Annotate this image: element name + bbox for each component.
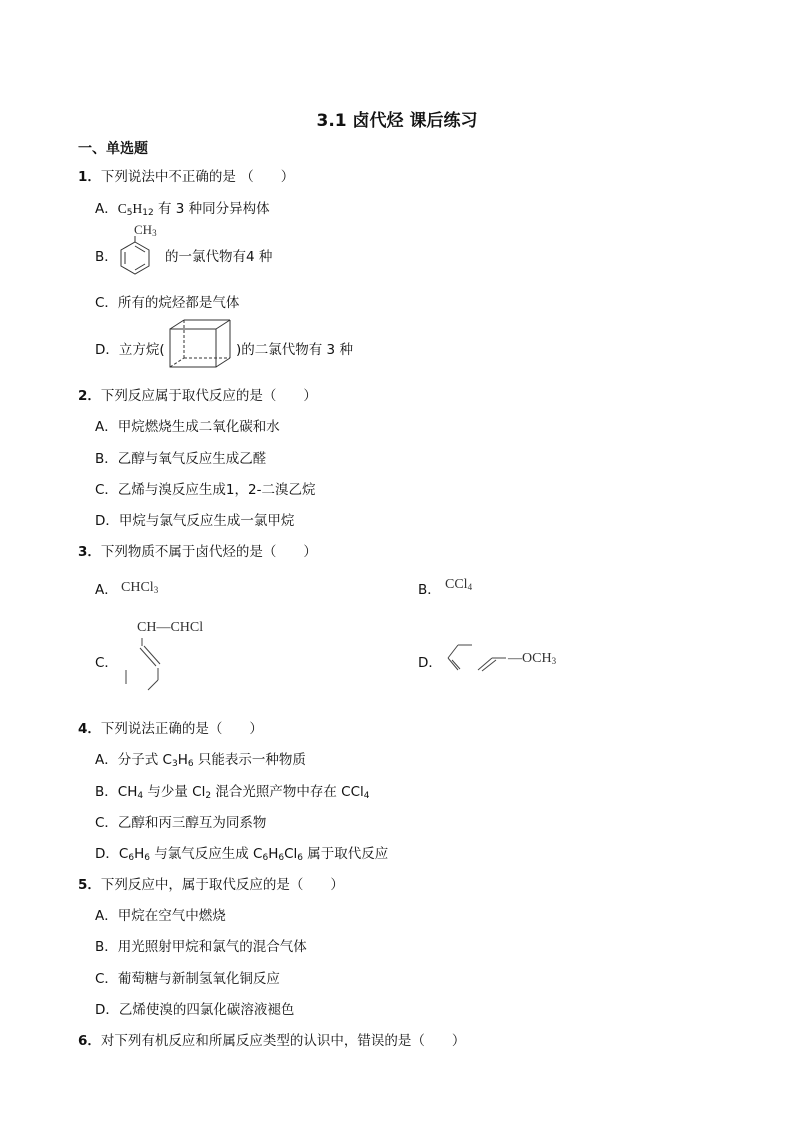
option-text: 与少量 Cl: [143, 784, 206, 800]
ch3-text: CH: [134, 222, 153, 237]
question-6: [78, 1029, 465, 1049]
q1-option-d-post: )的二氯代物有 3 种: [236, 342, 353, 358]
q4-option-b: [95, 780, 370, 800]
formula-subscript: 12: [142, 208, 154, 218]
q4-option-d: [95, 842, 388, 862]
q5-option-d: D．乙烯使溴的四氯化碳溶液褪色: [95, 1002, 295, 1018]
formula-subscript: 3: [153, 585, 159, 595]
option-text: 混合光照产物中存在 CCl: [211, 784, 364, 800]
q4-option-a: [95, 748, 306, 768]
question-number: 5．: [78, 877, 101, 893]
q3-option-b-formula: [445, 577, 472, 593]
formula-subscript: 2: [205, 791, 212, 801]
formula-text: H: [132, 201, 143, 216]
q1-option-b-label: B．: [95, 249, 118, 265]
q1-option-a: [95, 197, 270, 217]
q3-option-c-formula: CH—CHCl: [137, 620, 204, 635]
option-label: A．: [95, 201, 118, 217]
option-text: 属于取代反应: [303, 846, 389, 862]
question-number: 2．: [78, 388, 101, 404]
option-text: 有 3 种同分异构体: [153, 201, 270, 217]
q2-option-c: C．乙烯与溴反应生成1，2-二溴乙烷: [95, 482, 316, 498]
q3-option-a-label: A．: [95, 582, 118, 598]
question-number: 4．: [78, 721, 101, 737]
formula-subscript: 4: [137, 791, 144, 801]
q2-option-b: B．乙醇与氧气反应生成乙醛: [95, 451, 267, 467]
question-3: [78, 540, 317, 560]
formula-subscript: 6: [278, 853, 285, 863]
formula-text: H: [134, 846, 145, 862]
question-1: [78, 165, 294, 185]
q1-option-d-pre: D．立方烷(: [95, 342, 165, 358]
formula-text: CHCl: [121, 580, 154, 595]
option-text: D．C: [95, 846, 129, 862]
q1-option-c: C．所有的烷烃都是气体: [95, 295, 240, 311]
question-number: 6．: [78, 1033, 101, 1049]
formula-subscript: 6: [144, 853, 150, 863]
question-number: 3．: [78, 544, 101, 560]
formula-subscript: 6: [187, 759, 194, 769]
option-text: 只能表示一种物质: [193, 752, 306, 768]
formula-text: Cl: [284, 846, 298, 862]
q3-option-d-label: D．: [418, 655, 442, 671]
q3-option-d-formula: [508, 651, 556, 667]
formula-text: —OCH: [508, 651, 552, 666]
option-text: 与氯气反应生成 C: [149, 846, 263, 862]
vinyl-benzene-fragment: [122, 636, 166, 694]
cubane-structure: [168, 319, 234, 369]
question-stem: 下列反应属于取代反应的是（ ）: [100, 388, 317, 404]
question-stem: 下列说法正确的是（ ）: [100, 721, 263, 737]
formula-text: C: [117, 201, 127, 216]
section-heading: 一、单选题: [78, 141, 148, 157]
ch3-subscript: 3: [152, 228, 157, 238]
question-stem: 下列反应中，属于取代反应的是（ ）: [100, 877, 344, 893]
formula-subscript: 6: [297, 853, 304, 863]
formula-subscript: 6: [262, 853, 269, 863]
page-title: 3.1 卤代烃 课后练习: [316, 111, 478, 131]
q3-option-a-formula: [121, 580, 158, 596]
q2-option-a: A．甲烷燃烧生成二氧化碳和水: [95, 419, 280, 435]
anisole-fragment: [444, 640, 508, 672]
option-text: B．CH: [95, 784, 138, 800]
q5-option-c: C．葡萄糖与新制氢氧化铜反应: [95, 971, 280, 987]
question-4: [78, 717, 263, 737]
question-2: [78, 384, 317, 404]
formula-subscript: 3: [171, 759, 178, 769]
formula-subscript: 5: [126, 208, 133, 218]
q5-option-b: B．用光照射甲烷和氯气的混合气体: [95, 939, 307, 955]
question-5: [78, 873, 344, 893]
formula-subscript: 6: [128, 853, 135, 863]
toluene-structure: [118, 236, 152, 278]
formula-subscript: 3: [551, 656, 557, 666]
question-stem: 对下列有机反应和所属反应类型的认识中，错误的是（ ）: [100, 1033, 466, 1049]
q5-option-a: A．甲烷在空气中燃烧: [95, 908, 226, 924]
question-number: 1．: [78, 169, 101, 185]
formula-subscript: 4: [363, 791, 370, 801]
question-stem: 下列物质不属于卤代烃的是（ ）: [100, 544, 317, 560]
q3-option-c-label: C．: [95, 655, 118, 671]
q4-option-c: C．乙醇和丙三醇互为同系物: [95, 815, 267, 831]
q1-option-b-text: 的一氯代物有4 种: [165, 249, 273, 265]
question-stem: 下列说法中不正确的是 （ ）: [100, 169, 295, 185]
option-text: A．分子式 C: [95, 752, 172, 768]
formula-text: CCl: [445, 577, 468, 592]
q3-option-b-label: B．: [418, 582, 441, 598]
q2-option-d: D．甲烷与氯气反应生成一氯甲烷: [95, 513, 295, 529]
formula-subscript: 4: [467, 582, 473, 592]
formula-text: H: [268, 846, 279, 862]
formula-text: H: [177, 752, 188, 768]
